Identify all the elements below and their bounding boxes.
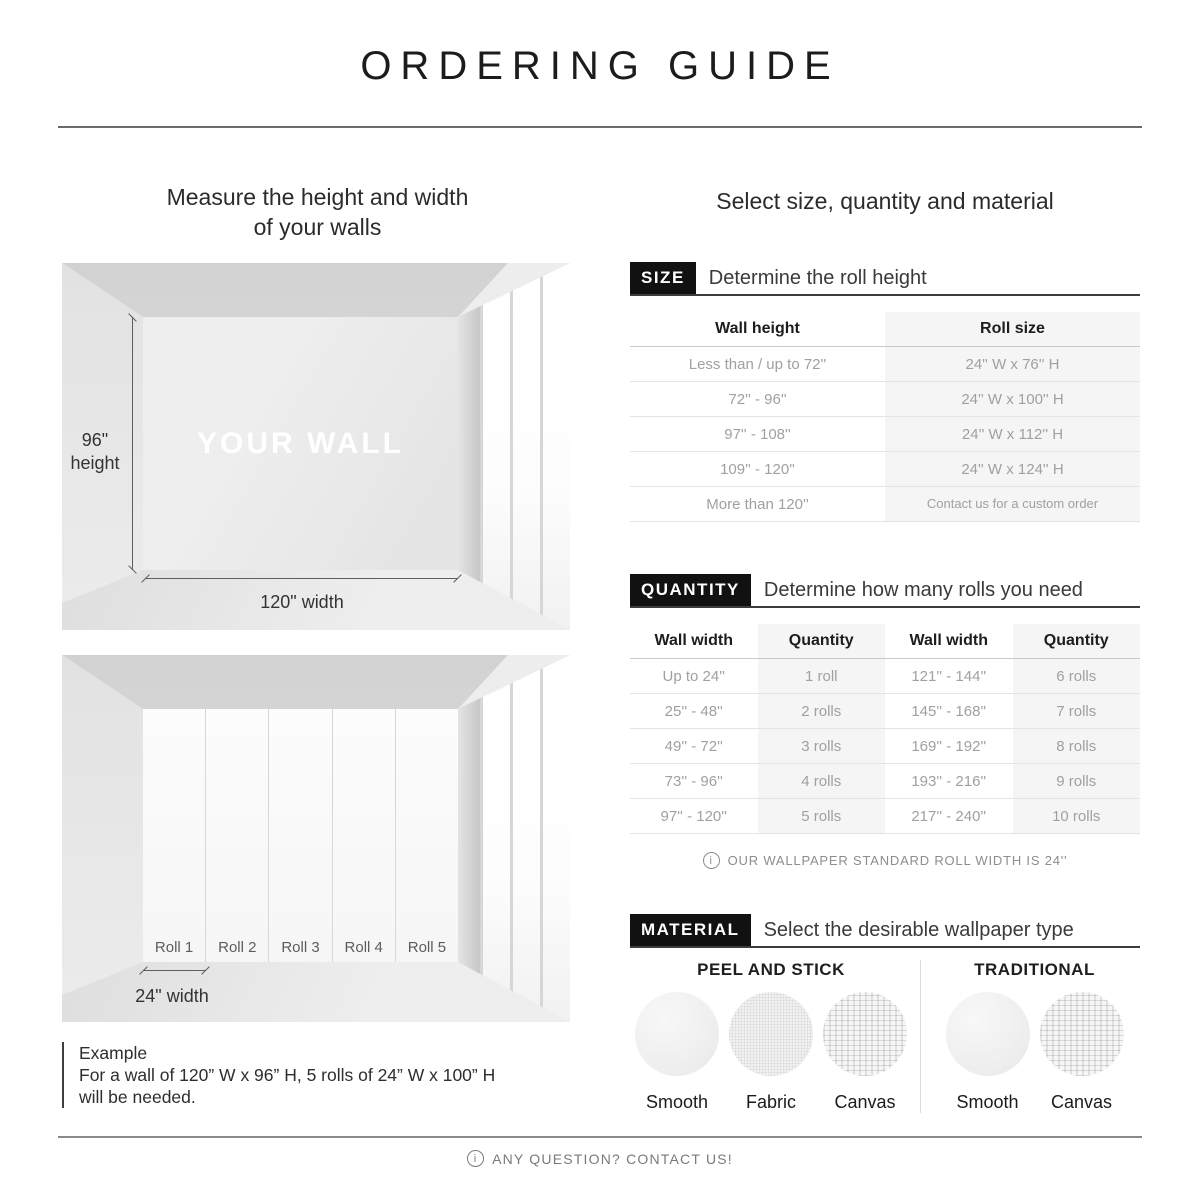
- canvas-texture-icon: [823, 992, 907, 1076]
- roll-width-note: [630, 852, 1140, 869]
- size-table-row: 109'' - 120'' 24'' W x 124'' H: [630, 452, 1140, 487]
- material-section: [630, 914, 1140, 1113]
- room-illustration-measure: [62, 263, 570, 630]
- size-table-row: 97'' - 108'' 24'' W x 112'' H: [630, 417, 1140, 452]
- window-pane: [540, 655, 570, 1022]
- roll-panel: [206, 709, 269, 962]
- footer-note: [0, 1150, 1200, 1167]
- width-dimension-line: [145, 578, 458, 579]
- smooth-texture-icon: [635, 992, 719, 1076]
- smooth-texture-icon: [946, 992, 1030, 1076]
- quantity-section: [630, 574, 1140, 869]
- example-title: Example: [79, 1043, 148, 1063]
- window-pane: [480, 655, 510, 1022]
- roll-width-dimension-label: 24" width: [135, 986, 209, 1006]
- quantity-badge: QUANTITY: [630, 574, 751, 606]
- peel-and-stick-title: PEEL AND STICK: [697, 960, 845, 979]
- material-subtitle: Select the desirable wallpaper type: [763, 918, 1074, 941]
- right-column-heading: Select size, quantity and material: [716, 188, 1054, 214]
- left-column-heading: [60, 182, 575, 242]
- info-icon: i: [703, 852, 720, 869]
- roll-panel: [396, 709, 458, 962]
- size-table-row: More than 120'' Contact us for a custom order: [630, 487, 1140, 522]
- material-badge: MATERIAL: [630, 914, 751, 946]
- width-dimension-label: 120" width: [260, 592, 344, 612]
- window-pane: [510, 655, 540, 1022]
- quantity-subtitle: Determine how many rolls you need: [763, 578, 1083, 601]
- left-heading-line2: of your walls: [253, 214, 382, 240]
- traditional-group: [920, 960, 1140, 1113]
- roll-size-header: Roll size: [885, 312, 1140, 346]
- example-block: [62, 1042, 592, 1108]
- quantity-section-header: [630, 574, 1140, 608]
- material-swatch-canvas: Canvas: [821, 992, 909, 1113]
- size-section-header: [630, 262, 1140, 296]
- size-table-row: Less than / up to 72'' 24'' W x 76'' H: [630, 347, 1140, 382]
- traditional-title: TRADITIONAL: [974, 960, 1095, 979]
- size-subtitle: Determine the roll height: [708, 266, 927, 289]
- roll-panel: [143, 709, 206, 962]
- peel-and-stick-group: [630, 960, 912, 1113]
- roll-width-note-text: OUR WALLPAPER STANDARD ROLL WIDTH IS 24'': [727, 853, 1068, 868]
- peel-and-stick-swatches: [630, 992, 912, 1113]
- roll-label: Roll 2: [218, 939, 257, 956]
- roll-width-dimension-line: [143, 970, 206, 971]
- material-groups: [630, 960, 1140, 1113]
- top-divider: [58, 126, 1142, 128]
- left-heading-line1: Measure the height and width: [166, 184, 469, 210]
- window-pane: [480, 263, 510, 630]
- your-wall-label: YOUR WALL: [197, 426, 404, 460]
- example-line1: For a wall of 120” W x 96” H, 5 rolls of 24” W x 100” H: [79, 1065, 496, 1085]
- size-badge: SIZE: [630, 262, 696, 294]
- canvas-texture-icon: [1040, 992, 1124, 1076]
- wall-height-header: Wall height: [715, 320, 800, 337]
- size-table-row: 72'' - 96'' 24'' W x 100'' H: [630, 382, 1140, 417]
- material-swatch-smooth: Smooth: [633, 992, 721, 1113]
- room-window-wall: [458, 263, 570, 630]
- window-pane: [540, 263, 570, 630]
- roll-panel: [333, 709, 396, 962]
- material-swatch-fabric: Fabric: [727, 992, 815, 1113]
- material-swatch-smooth: Smooth: [944, 992, 1032, 1113]
- traditional-swatches: [929, 992, 1140, 1113]
- room-back-wall: [143, 317, 458, 570]
- roll-label: Roll 1: [154, 939, 194, 956]
- info-icon: i: [467, 1150, 484, 1167]
- quantity-table-row: 97'' - 120'' 5 rolls 217'' - 240'' 10 rolls: [630, 799, 1140, 834]
- roll-label: Roll 5: [407, 939, 447, 956]
- room-illustration-rolls: [62, 655, 570, 1022]
- example-line2: will be needed.: [79, 1087, 196, 1107]
- room-window-wall: [458, 655, 570, 1022]
- height-dimension-line: [132, 317, 133, 570]
- roll-panel: [269, 709, 332, 962]
- height-dimension-label: [64, 429, 126, 475]
- height-word: height: [70, 453, 120, 473]
- size-table-header-row: [630, 312, 1140, 347]
- quantity-table-row: 25'' - 48'' 2 rolls 145'' - 168'' 7 rolls: [630, 694, 1140, 729]
- bottom-divider: [58, 1136, 1142, 1138]
- size-section: [630, 262, 1140, 522]
- quantity-table-row: Up to 24'' 1 roll 121'' - 144'' 6 rolls: [630, 659, 1140, 694]
- roll-label: Roll 4: [344, 939, 383, 956]
- quantity-table-row: 73'' - 96'' 4 rolls 193'' - 216'' 9 rolls: [630, 764, 1140, 799]
- size-table: [630, 312, 1140, 522]
- footer-text: ANY QUESTION? CONTACT US!: [492, 1150, 733, 1167]
- quantity-table-header-row: Wall width Quantity Wall width Quantity: [630, 624, 1140, 659]
- quantity-table-row: 49'' - 72'' 3 rolls 169'' - 192'' 8 rolls: [630, 729, 1140, 764]
- window-pane: [510, 263, 540, 630]
- material-section-header: [630, 914, 1140, 948]
- material-swatch-canvas: Canvas: [1038, 992, 1126, 1113]
- quantity-table: [630, 624, 1140, 834]
- fabric-texture-icon: [729, 992, 813, 1076]
- page-title: ORDERING GUIDE: [360, 44, 840, 88]
- height-value: 96": [81, 430, 109, 450]
- wallpaper-rolls: [143, 709, 458, 962]
- roll-label: Roll 3: [281, 939, 320, 956]
